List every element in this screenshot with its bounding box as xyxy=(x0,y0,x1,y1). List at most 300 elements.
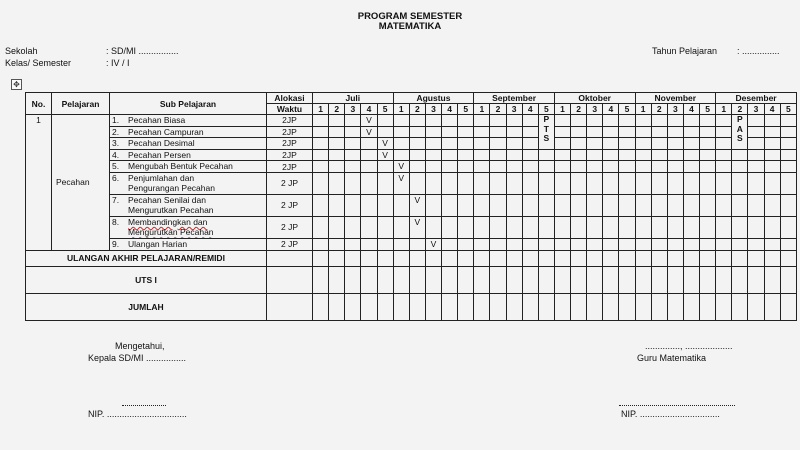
week-cell xyxy=(554,138,570,150)
week-cell xyxy=(748,194,764,216)
alokasi-cell: 2JP xyxy=(267,126,313,138)
week-cell xyxy=(409,172,425,194)
week-cell xyxy=(474,216,490,238)
week-cell xyxy=(329,115,345,127)
week-cell xyxy=(329,149,345,161)
week-cell xyxy=(571,194,587,216)
footer-cell xyxy=(458,293,474,320)
week-cell xyxy=(458,172,474,194)
week-cell xyxy=(538,161,554,173)
sub-title-cont: Pengurangan Pecahan xyxy=(128,183,215,194)
week-cell xyxy=(683,172,699,194)
week-number: 3 xyxy=(506,104,522,115)
footer-cell xyxy=(458,266,474,293)
week-cell xyxy=(716,172,732,194)
week-cell xyxy=(313,238,329,250)
footer-cell xyxy=(651,266,667,293)
week-cell xyxy=(474,149,490,161)
week-cell xyxy=(522,115,538,127)
sign-left-kepala: Kepala SD/MI ................ xyxy=(88,353,187,363)
alokasi-cell: 2JP xyxy=(267,149,313,161)
week-cell xyxy=(603,126,619,138)
week-cell xyxy=(716,149,732,161)
sub-title: Membandingkan dan xyxy=(128,216,208,227)
week-number: 5 xyxy=(377,104,393,115)
alokasi-cell: 2JP xyxy=(267,161,313,173)
week-cell xyxy=(619,115,635,127)
week-cell xyxy=(651,115,667,127)
footer-cell xyxy=(361,293,377,320)
week-cell xyxy=(587,138,603,150)
week-cell xyxy=(329,161,345,173)
week-cell xyxy=(474,115,490,127)
footer-cell xyxy=(635,293,651,320)
footer-cell xyxy=(587,250,603,266)
check-mark: V xyxy=(393,161,409,173)
month-header: Agustus xyxy=(393,93,474,104)
pelajaran-cell: Pecahan xyxy=(52,115,110,251)
page-title: PROGRAM SEMESTER xyxy=(357,11,463,22)
week-cell xyxy=(313,149,329,161)
check-mark: V xyxy=(409,194,425,216)
table-row xyxy=(26,115,797,127)
week-cell xyxy=(425,172,441,194)
footer-cell xyxy=(393,266,409,293)
footer-cell xyxy=(409,250,425,266)
week-number: 3 xyxy=(667,104,683,115)
week-cell xyxy=(313,138,329,150)
week-cell xyxy=(554,115,570,127)
week-cell xyxy=(345,115,361,127)
week-cell xyxy=(345,172,361,194)
check-mark: V xyxy=(361,126,377,138)
week-cell xyxy=(748,161,764,173)
kelas-value: : IV / I xyxy=(106,58,130,68)
footer-cell xyxy=(635,266,651,293)
footer-row xyxy=(26,293,797,320)
week-cell xyxy=(716,238,732,250)
footer-cell xyxy=(716,293,732,320)
week-number: 1 xyxy=(635,104,651,115)
sign-right-guru: Guru Matematika xyxy=(637,353,707,363)
week-cell xyxy=(683,115,699,127)
week-cell xyxy=(409,126,425,138)
footer-cell xyxy=(587,266,603,293)
week-cell xyxy=(683,161,699,173)
week-cell xyxy=(442,238,458,250)
week-cell xyxy=(345,216,361,238)
week-number: 5 xyxy=(458,104,474,115)
kelas-label: Kelas/ Semester xyxy=(5,58,72,68)
footer-cell xyxy=(587,293,603,320)
week-cell xyxy=(716,194,732,216)
sekolah-value: : SD/MI ................ xyxy=(106,46,179,56)
week-cell xyxy=(425,149,441,161)
week-cell xyxy=(442,161,458,173)
footer-cell xyxy=(554,250,570,266)
week-cell xyxy=(667,161,683,173)
week-number: 3 xyxy=(748,104,764,115)
week-cell xyxy=(571,126,587,138)
week-cell xyxy=(683,194,699,216)
table-row xyxy=(26,149,797,161)
week-cell xyxy=(538,194,554,216)
week-cell xyxy=(683,216,699,238)
week-number: 5 xyxy=(538,104,554,115)
week-cell xyxy=(506,149,522,161)
week-cell xyxy=(732,194,748,216)
week-cell xyxy=(490,149,506,161)
col-header-no: No. xyxy=(26,93,52,115)
alokasi-cell: 2 JP xyxy=(267,194,313,216)
week-cell xyxy=(361,161,377,173)
sub-title: Penjumlahan dan xyxy=(128,172,195,183)
week-number: 4 xyxy=(442,104,458,115)
footer-cell xyxy=(442,250,458,266)
week-cell xyxy=(490,161,506,173)
week-number: 4 xyxy=(683,104,699,115)
week-cell xyxy=(506,172,522,194)
week-cell xyxy=(764,161,780,173)
week-cell xyxy=(716,138,732,150)
week-cell xyxy=(587,172,603,194)
week-number: 5 xyxy=(700,104,716,115)
week-cell xyxy=(587,161,603,173)
week-cell xyxy=(619,126,635,138)
week-cell xyxy=(538,238,554,250)
week-cell xyxy=(361,172,377,194)
week-cell xyxy=(764,194,780,216)
week-cell xyxy=(700,161,716,173)
footer-cell xyxy=(377,293,393,320)
week-cell xyxy=(458,115,474,127)
week-cell xyxy=(587,238,603,250)
week-cell xyxy=(764,115,780,127)
week-cell xyxy=(409,115,425,127)
check-mark: V xyxy=(377,149,393,161)
week-cell xyxy=(683,126,699,138)
week-cell xyxy=(474,161,490,173)
week-cell xyxy=(651,194,667,216)
table-row xyxy=(26,126,797,138)
week-cell xyxy=(571,115,587,127)
footer-cell xyxy=(425,250,441,266)
week-cell xyxy=(571,161,587,173)
footer-cell xyxy=(442,293,458,320)
alokasi-cell: 2JP xyxy=(267,115,313,127)
week-number: 2 xyxy=(571,104,587,115)
month-header: September xyxy=(474,93,555,104)
week-cell xyxy=(377,194,393,216)
week-cell xyxy=(345,161,361,173)
sub-pelajaran-cell xyxy=(110,194,267,216)
week-cell xyxy=(619,194,635,216)
week-cell xyxy=(554,126,570,138)
week-cell xyxy=(571,172,587,194)
week-number: 4 xyxy=(764,104,780,115)
footer-cell xyxy=(651,250,667,266)
sub-number: 3. xyxy=(112,138,120,149)
week-cell xyxy=(748,126,764,138)
footer-cell xyxy=(393,250,409,266)
week-cell xyxy=(522,172,538,194)
footer-cell xyxy=(538,266,554,293)
col-header-pelajaran: Pelajaran xyxy=(52,93,110,115)
week-cell xyxy=(732,216,748,238)
sub-pelajaran-cell xyxy=(110,238,267,250)
week-cell xyxy=(313,161,329,173)
week-cell xyxy=(442,194,458,216)
row-number: 1 xyxy=(26,115,52,251)
week-cell xyxy=(538,216,554,238)
week-cell xyxy=(587,216,603,238)
week-cell xyxy=(764,172,780,194)
week-cell xyxy=(780,194,796,216)
week-cell xyxy=(732,149,748,161)
week-cell xyxy=(474,126,490,138)
footer-cell xyxy=(425,266,441,293)
week-cell xyxy=(506,194,522,216)
week-number: 4 xyxy=(361,104,377,115)
week-cell xyxy=(506,238,522,250)
week-cell xyxy=(619,216,635,238)
table-row xyxy=(26,194,797,216)
sub-number: 4. xyxy=(112,149,120,160)
footer-cell xyxy=(732,266,748,293)
week-cell xyxy=(683,149,699,161)
footer-cell xyxy=(345,250,361,266)
sub-title-cont: Mengurutkan Pecahan xyxy=(128,205,214,216)
week-cell xyxy=(442,138,458,150)
week-cell xyxy=(603,149,619,161)
footer-cell xyxy=(267,266,313,293)
pts-marker xyxy=(538,115,554,150)
week-cell xyxy=(748,149,764,161)
week-cell xyxy=(716,216,732,238)
footer-cell xyxy=(764,266,780,293)
week-cell xyxy=(683,238,699,250)
week-cell xyxy=(619,149,635,161)
tahun-label: Tahun Pelajaran xyxy=(652,46,718,56)
footer-cell xyxy=(506,266,522,293)
sekolah-label: Sekolah xyxy=(5,46,38,56)
sub-number: 5. xyxy=(112,161,120,172)
week-cell xyxy=(393,216,409,238)
footer-cell xyxy=(700,266,716,293)
week-cell xyxy=(748,172,764,194)
week-cell xyxy=(780,172,796,194)
week-cell xyxy=(651,149,667,161)
week-cell xyxy=(700,216,716,238)
week-cell xyxy=(764,138,780,150)
week-cell xyxy=(780,126,796,138)
week-cell xyxy=(619,238,635,250)
footer-cell xyxy=(603,250,619,266)
footer-cell xyxy=(554,293,570,320)
week-cell xyxy=(490,138,506,150)
footer-cell xyxy=(538,293,554,320)
col-header-sub-pelajaran: Sub Pelajaran xyxy=(110,93,267,115)
sub-number: 6. xyxy=(112,172,120,183)
marker-letter: P xyxy=(543,114,550,124)
week-cell xyxy=(716,126,732,138)
week-cell xyxy=(554,216,570,238)
week-cell xyxy=(361,194,377,216)
sub-title: Pecahan Persen xyxy=(128,149,191,160)
week-cell xyxy=(506,126,522,138)
footer-cell xyxy=(522,250,538,266)
footer-cell xyxy=(780,293,796,320)
week-cell xyxy=(393,238,409,250)
week-cell xyxy=(700,238,716,250)
week-cell xyxy=(393,149,409,161)
week-cell xyxy=(345,238,361,250)
footer-row xyxy=(26,250,797,266)
table-row xyxy=(26,161,797,173)
footer-cell xyxy=(377,250,393,266)
week-cell xyxy=(667,149,683,161)
week-cell xyxy=(474,238,490,250)
month-header: Oktober xyxy=(554,93,635,104)
footer-cell xyxy=(442,266,458,293)
week-cell xyxy=(522,138,538,150)
sub-pelajaran-cell xyxy=(110,172,267,194)
week-cell xyxy=(313,115,329,127)
footer-cell xyxy=(700,250,716,266)
week-cell xyxy=(683,138,699,150)
week-cell xyxy=(329,216,345,238)
week-cell xyxy=(313,194,329,216)
marker-letter: S xyxy=(543,133,550,143)
week-number: 4 xyxy=(522,104,538,115)
footer-cell xyxy=(490,293,506,320)
week-cell xyxy=(651,216,667,238)
week-cell xyxy=(425,161,441,173)
week-cell xyxy=(764,126,780,138)
sub-title-cont: Mengurutkan Pecahan xyxy=(128,227,214,238)
footer-cell xyxy=(571,250,587,266)
week-cell xyxy=(458,138,474,150)
sub-pelajaran-cell xyxy=(110,138,267,150)
week-cell xyxy=(748,216,764,238)
week-cell xyxy=(377,161,393,173)
sub-pelajaran-cell xyxy=(110,126,267,138)
footer-cell xyxy=(522,266,538,293)
week-number: 1 xyxy=(313,104,329,115)
week-cell xyxy=(571,238,587,250)
week-cell xyxy=(538,149,554,161)
week-cell xyxy=(587,126,603,138)
week-cell xyxy=(667,194,683,216)
footer-label: JUMLAH xyxy=(26,293,267,320)
footer-cell xyxy=(361,250,377,266)
sub-number: 1. xyxy=(112,115,120,126)
week-cell xyxy=(603,172,619,194)
week-cell xyxy=(442,172,458,194)
week-number: 1 xyxy=(393,104,409,115)
footer-cell xyxy=(474,266,490,293)
week-cell xyxy=(780,149,796,161)
footer-cell xyxy=(748,250,764,266)
footer-cell xyxy=(377,266,393,293)
week-cell xyxy=(587,194,603,216)
week-cell xyxy=(474,194,490,216)
week-cell xyxy=(554,161,570,173)
table-move-handle-icon[interactable]: ✥ xyxy=(11,79,22,90)
week-cell xyxy=(522,126,538,138)
footer-cell xyxy=(716,266,732,293)
footer-label: UTS I xyxy=(26,266,267,293)
week-cell xyxy=(748,138,764,150)
footer-cell xyxy=(667,250,683,266)
sign-left-nip: NIP. ................................ xyxy=(88,409,187,419)
week-cell xyxy=(506,161,522,173)
footer-cell xyxy=(748,293,764,320)
month-header: Juli xyxy=(313,93,394,104)
check-mark: V xyxy=(393,172,409,194)
week-cell xyxy=(329,138,345,150)
footer-cell xyxy=(425,293,441,320)
marker-letter: P xyxy=(736,114,743,124)
footer-cell xyxy=(474,293,490,320)
week-cell xyxy=(700,115,716,127)
week-number: 3 xyxy=(587,104,603,115)
footer-cell xyxy=(635,250,651,266)
week-cell xyxy=(377,238,393,250)
week-cell xyxy=(409,238,425,250)
week-cell xyxy=(522,238,538,250)
week-cell xyxy=(442,115,458,127)
week-number: 4 xyxy=(603,104,619,115)
footer-cell xyxy=(329,293,345,320)
sub-number: 9. xyxy=(112,239,120,250)
week-cell xyxy=(700,138,716,150)
week-cell xyxy=(603,216,619,238)
week-cell xyxy=(538,172,554,194)
footer-cell xyxy=(683,266,699,293)
week-cell xyxy=(780,115,796,127)
footer-cell xyxy=(345,293,361,320)
marker-letter: S xyxy=(736,133,743,143)
week-cell xyxy=(651,238,667,250)
footer-cell xyxy=(732,293,748,320)
footer-cell xyxy=(732,250,748,266)
week-cell xyxy=(490,238,506,250)
week-cell xyxy=(329,126,345,138)
footer-cell xyxy=(361,266,377,293)
week-cell xyxy=(651,126,667,138)
week-cell xyxy=(458,194,474,216)
sign-left-signature-line xyxy=(122,405,166,406)
table-row xyxy=(26,172,797,194)
footer-cell xyxy=(619,293,635,320)
week-cell xyxy=(490,126,506,138)
month-header: November xyxy=(635,93,716,104)
footer-cell xyxy=(619,250,635,266)
week-cell xyxy=(506,138,522,150)
check-mark: V xyxy=(409,216,425,238)
week-cell xyxy=(409,161,425,173)
week-cell xyxy=(635,216,651,238)
sub-title: Ulangan Harian xyxy=(128,239,188,250)
week-cell xyxy=(635,149,651,161)
footer-cell xyxy=(313,266,329,293)
sub-title: Pecahan Campuran xyxy=(128,126,204,137)
footer-cell xyxy=(393,293,409,320)
sub-pelajaran-cell xyxy=(110,115,267,127)
week-cell xyxy=(780,138,796,150)
week-cell xyxy=(393,138,409,150)
